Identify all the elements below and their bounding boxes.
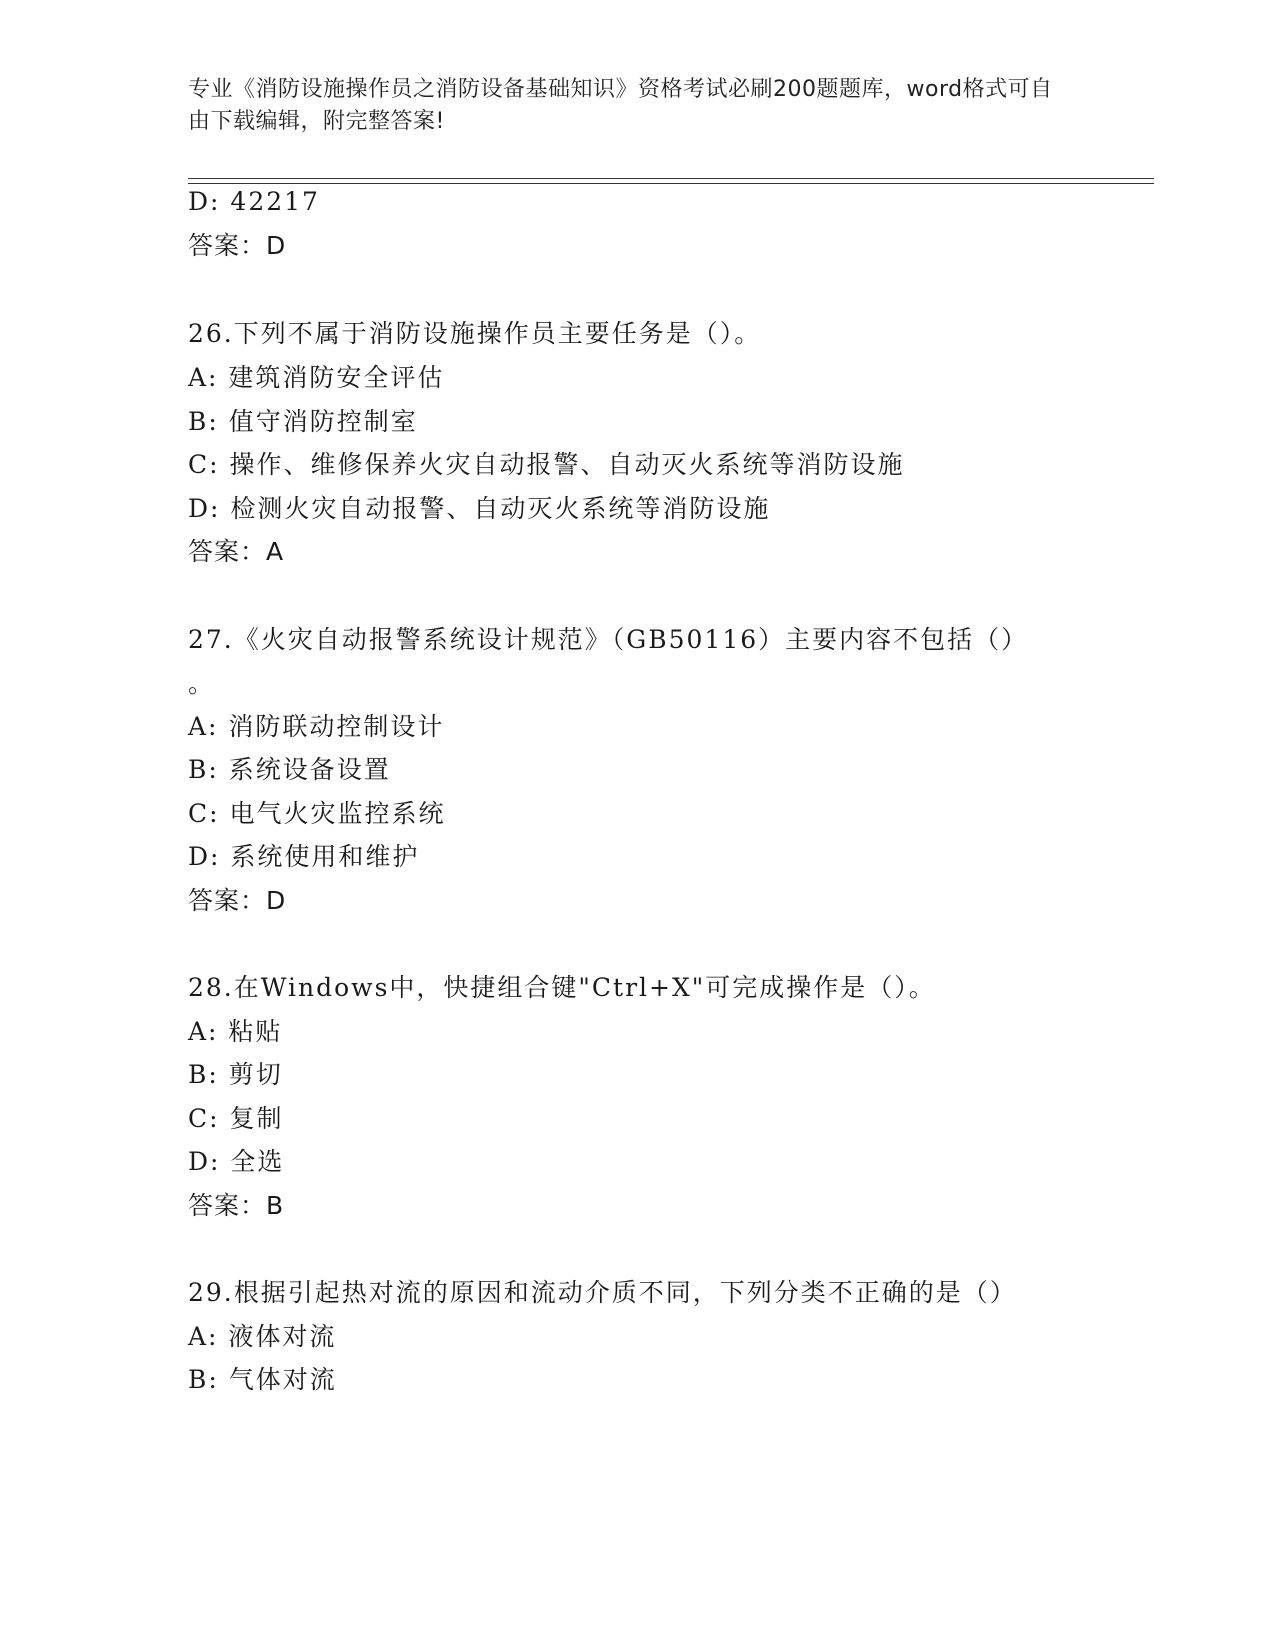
question-28-option-c: C: 复制 [188,1104,284,1133]
question-27-answer: 答案：D [188,886,287,915]
question-27-option-b: B: 系统设备设置 [188,755,391,784]
prev-question-answer: 答案：D [188,231,287,260]
question-29-stem: 29.根据引起热对流的原因和流动介质不同，下列分类不正确的是（） [188,1278,1017,1307]
question-28-option-b: B: 剪切 [188,1060,283,1089]
question-26-option-d: D: 检测火灾自动报警、自动灭火系统等消防设施 [188,494,771,523]
question-28-answer: 答案：B [188,1191,285,1220]
question-27-option-a: A: 消防联动控制设计 [188,712,445,741]
question-27-stem: 27.《火灾自动报警系统设计规范》（GB50116）主要内容不包括（） [188,625,1029,654]
question-26-option-b: B: 值守消防控制室 [188,407,418,436]
header-divider-top [188,178,1154,179]
question-27-option-c: C: 电气火灾监控系统 [188,799,446,828]
question-28-stem: 28.在Windows中，快捷组合键"Ctrl+X"可完成操作是（）。 [188,973,936,1002]
prev-question-option-d: D: 42217 [188,187,320,216]
question-29-option-a: A: 液体对流 [188,1322,337,1351]
question-26-option-a: A: 建筑消防安全评估 [188,363,445,392]
question-26-stem: 26.下列不属于消防设施操作员主要任务是（）。 [188,319,762,348]
document-header: 专业《消防设施操作员之消防设备基础知识》资格考试必刷200题题库，word格式可自由下载编辑，附完整答案! [188,77,1053,134]
question-27-option-d: D: 系统使用和维护 [188,842,420,871]
question-27-stem-continuation: 。 [188,669,216,698]
question-28-option-a: A: 粘贴 [188,1017,283,1046]
question-26-option-c: C: 操作、维修保养火灾自动报警、自动灭火系统等消防设施 [188,450,905,479]
question-29-option-b: B: 气体对流 [188,1365,337,1394]
header-divider-bottom [188,183,1154,184]
question-28-option-d: D: 全选 [188,1147,285,1176]
question-26-answer: 答案：A [188,537,285,566]
